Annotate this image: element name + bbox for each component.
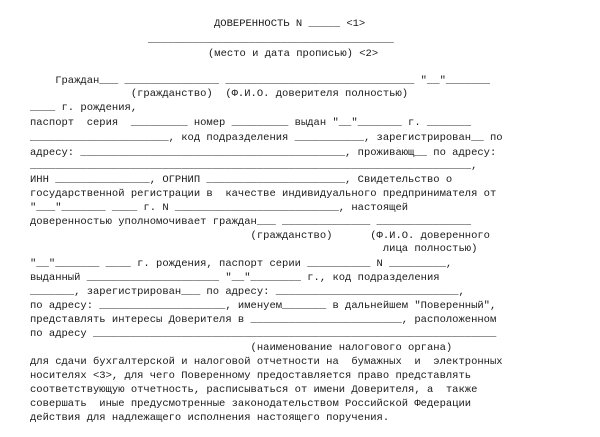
body-line: по адресу ________________________________________________________________	[30, 328, 497, 340]
body-line: носителях <3>, для чего Поверенному предоставляется право представлять	[30, 370, 472, 382]
body-line: ______________________, код подразделения ___________, зарегистрирован__ по	[30, 132, 503, 144]
body-line: Граждан___ _______________ ______________________________ "__"_______	[30, 75, 490, 87]
body-line: ____ г. рождения,	[30, 102, 138, 114]
body-line: (гражданство) (Ф.И.О. доверенного	[30, 230, 490, 242]
body-line: "___"_______ ____ г. N __________________________, настоящей	[30, 202, 409, 214]
body-line: "__"_______ ____ г. рождения, паспорт серии __________ N _________,	[30, 258, 453, 270]
body-line: (наименование налогового органа)	[30, 342, 453, 354]
body-line: (гражданство) (Ф.И.О. доверителя полностью)	[30, 88, 409, 100]
place-date-caption: (место и дата прописью) <2>	[208, 48, 379, 60]
body-line: государственной регистрации в качестве индивидуального предпринимателя от	[30, 188, 497, 200]
body-line: адресу: __________________________________________, проживающ__ по адресу:	[30, 147, 497, 159]
body-line: совершать иные предусмотренные законодательством Российской Федерации	[30, 398, 472, 410]
body-line: представлять интересы Доверителя в ________________________, расположенном	[30, 314, 497, 326]
body-line: по адресу: ____________________, именуем_______ в дальнейшем "Поверенный",	[30, 300, 497, 312]
body-line: выданный _____________________ "__"________ г., код подразделения	[30, 272, 440, 284]
body-line: доверенностью уполномочивает граждан___ ______________ _______________	[30, 216, 472, 228]
body-line: соответствующую отчетность, расписываться от имени Доверителя, а также	[30, 384, 478, 396]
body-line: для сдачи бухгалтерской и налоговой отчетности на бумажных и электронных	[30, 356, 503, 368]
body-line: паспорт серия _________ номер _________ выдан "__"_______ г. _______	[30, 117, 472, 129]
document-title: ДОВЕРЕННОСТЬ N _____ <1>	[214, 18, 366, 30]
body-line: ИНН _______________, ОГРНИП ______________________, Свидетельство о	[30, 174, 453, 186]
place-date-line: _______________________________________	[148, 34, 394, 46]
body-line: _______, зарегистрирован___ по адресу: _____________________________,	[30, 286, 465, 298]
body-line: действия для надлежащего исполнения настоящего поручения.	[30, 412, 390, 424]
body-line: лица полностью)	[30, 243, 478, 255]
body-line: ______________________________________________________________________,	[30, 160, 478, 172]
